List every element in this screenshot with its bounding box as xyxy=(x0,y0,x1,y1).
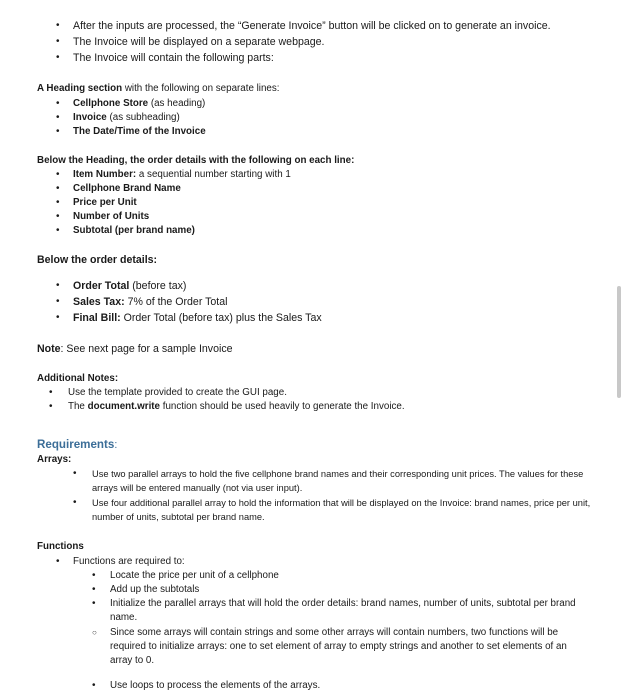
requirements-heading xyxy=(37,437,117,452)
order-item-rest: a sequential number starting with 1 xyxy=(136,169,291,180)
requirements-colon: : xyxy=(114,439,118,451)
bullet: • xyxy=(56,112,60,123)
additional-note-2 xyxy=(68,400,405,414)
below-order-item-3 xyxy=(73,311,322,325)
note-line xyxy=(37,342,233,356)
additional-note-2-post: function should be used heavily to generate the Invoice. xyxy=(160,401,405,412)
bullet: • xyxy=(49,401,53,412)
order-section-title: Below the Heading, the order details with the following on each line: xyxy=(37,155,355,166)
bullet: • xyxy=(56,20,60,31)
below-order-item-bold: Final Bill: xyxy=(73,312,121,324)
functions-item-2: Add up the subtotals xyxy=(110,584,200,595)
heading-item-2 xyxy=(73,111,180,125)
heading-item-bold: Invoice xyxy=(73,112,107,123)
below-order-item-2 xyxy=(73,295,227,309)
bullet: • xyxy=(56,197,60,208)
additional-notes-title: Additional Notes: xyxy=(37,373,119,384)
arrays-item-2: Use four additional parallel array to hold the information that will be displayed on the Invoice: brand names, price per unit, number of units, subtotal per brand name. xyxy=(92,498,591,522)
below-order-item-bold: Sales Tax: xyxy=(73,296,125,308)
bullet: • xyxy=(56,296,60,307)
heading-section-title-bold: A Heading section xyxy=(37,83,123,94)
intro-line-2: The Invoice will be displayed on a separate webpage. xyxy=(73,36,325,48)
heading-item-3 xyxy=(73,125,206,139)
below-order-title: Below the order details: xyxy=(37,254,158,266)
functions-title: Functions xyxy=(37,541,84,552)
arrays-item-1: Use two parallel arrays to hold the five cellphone brand names and their corresponding unit prices. The values for these arrays will be entered manually (not via user input). xyxy=(92,469,584,493)
arrays-title: Arrays: xyxy=(37,454,72,465)
heading-item-rest: (as heading) xyxy=(148,98,206,109)
order-item-4: Number of Units xyxy=(73,211,150,222)
bullet: • xyxy=(56,556,60,567)
bullet: • xyxy=(92,680,96,691)
functions-item-3: Initialize the parallel arrays that will hold the order details: brand names, number of units, subtotal per brand name. xyxy=(110,598,576,623)
functions-item-5: Use loops to process the elements of the arrays. xyxy=(110,680,321,691)
below-order-item-bold: Order Total xyxy=(73,280,130,292)
heading-item-bold: The Date/Time of the Invoice xyxy=(73,126,206,137)
bullet: • xyxy=(92,570,96,581)
bullet: • xyxy=(73,468,77,479)
functions-lead: Functions are required to: xyxy=(73,556,185,567)
order-item-5: Subtotal (per brand name) xyxy=(73,225,195,236)
heading-item-rest: (as subheading) xyxy=(106,112,180,123)
additional-note-2-bold: document.write xyxy=(87,401,161,412)
bullet: • xyxy=(56,36,60,47)
heading-section-title-rest: with the following on separate lines: xyxy=(122,83,280,94)
intro-line-3: The Invoice will contain the following parts: xyxy=(73,52,274,64)
below-order-item-rest: 7% of the Order Total xyxy=(124,296,228,308)
bullet: • xyxy=(56,126,60,137)
bullet: • xyxy=(56,211,60,222)
order-item-bold: Item Number: xyxy=(73,169,137,180)
vertical-scrollbar[interactable] xyxy=(617,286,621,398)
bullet: • xyxy=(49,387,53,398)
bullet: • xyxy=(92,598,96,609)
bullet: • xyxy=(73,497,77,508)
order-item-2: Cellphone Brand Name xyxy=(73,183,181,194)
additional-note-1: Use the template provided to create the GUI page. xyxy=(68,387,287,398)
order-item-1 xyxy=(73,168,291,182)
note-bold: Note xyxy=(37,343,61,355)
bullet: • xyxy=(56,280,60,291)
bullet: • xyxy=(56,183,60,194)
functions-item-1: Locate the price per unit of a cellphone xyxy=(110,570,279,581)
order-item-3: Price per Unit xyxy=(73,197,137,208)
below-order-item-1 xyxy=(73,279,186,293)
below-order-item-rest: Order Total (before tax) plus the Sales Tax xyxy=(120,312,322,324)
intro-line-1: After the inputs are processed, the “Generate Invoice” button will be clicked on to generate an invoice. xyxy=(73,20,551,32)
bullet: • xyxy=(56,225,60,236)
hollow-bullet: ○ xyxy=(92,628,97,637)
heading-section-title xyxy=(37,82,280,96)
bullet: • xyxy=(92,584,96,595)
below-order-item-rest: (before tax) xyxy=(129,280,187,292)
note-rest: : See next page for a sample Invoice xyxy=(60,343,233,355)
functions-item-4: Since some arrays will contain strings and some other arrays will contain numbers, two functions will be required to initialize arrays: one to set element of array to empty strings and another to set elements of an array to 0. xyxy=(110,627,567,666)
bullet: • xyxy=(56,98,60,109)
requirements-title: Requirements xyxy=(37,438,115,451)
bullet: • xyxy=(56,169,60,180)
additional-note-2-pre: The xyxy=(68,401,88,412)
bullet: • xyxy=(56,312,60,323)
heading-item-bold: Cellphone Store xyxy=(73,98,149,109)
bullet: • xyxy=(56,52,60,63)
heading-item-1 xyxy=(73,97,205,111)
